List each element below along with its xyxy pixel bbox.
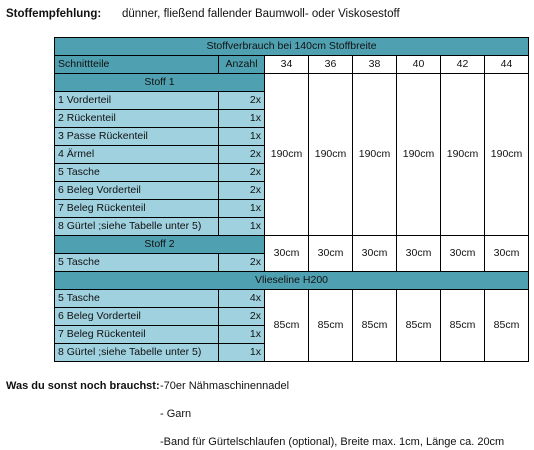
size-header-44: 44 — [485, 56, 529, 74]
piece-name: 3 Passe Rückenteil — [55, 128, 219, 146]
needs-item-band: -Band für Gürtelschlaufen (optional), Breite max. 1cm, Länge ca. 20cm — [160, 436, 505, 448]
piece-count: 1x — [219, 110, 265, 128]
stoff2-value-34: 30cm — [265, 236, 309, 272]
piece-name: 5 Tasche — [55, 290, 219, 308]
fabric-usage-table — [54, 37, 529, 362]
table-title-row — [55, 38, 529, 56]
col-header-pieces: Schnittteile — [55, 56, 219, 74]
table-header-row — [55, 56, 529, 74]
additional-needs-label: Was du sonst noch brauchst: — [6, 380, 160, 392]
size-header-42: 42 — [441, 56, 485, 74]
stoff1-value-40: 190cm — [397, 74, 441, 236]
piece-name: 8 Gürtel ;siehe Tabelle unter 5) — [55, 218, 219, 236]
piece-count: 2x — [219, 164, 265, 182]
stoff2-value-44: 30cm — [485, 236, 529, 272]
size-header-38: 38 — [353, 56, 397, 74]
vlies-value-40: 85cm — [397, 290, 441, 362]
stoff2-value-38: 30cm — [353, 236, 397, 272]
piece-name: 6 Beleg Vorderteil — [55, 182, 219, 200]
piece-count: 1x — [219, 218, 265, 236]
piece-name: 7 Beleg Rückenteil — [55, 200, 219, 218]
piece-count: 1x — [219, 326, 265, 344]
piece-name: 4 Ärmel — [55, 146, 219, 164]
piece-count: 1x — [219, 344, 265, 362]
piece-count: 2x — [219, 308, 265, 326]
vlies-heading-row — [55, 272, 529, 290]
stoff1-heading-row — [55, 74, 529, 92]
size-header-40: 40 — [397, 56, 441, 74]
stoff1-value-34: 190cm — [265, 74, 309, 236]
piece-name: 6 Beleg Vorderteil — [55, 308, 219, 326]
piece-count: 1x — [219, 200, 265, 218]
piece-name: 5 Tasche — [55, 254, 219, 272]
stoff2-value-42: 30cm — [441, 236, 485, 272]
stoff1-value-44: 190cm — [485, 74, 529, 236]
piece-count: 2x — [219, 146, 265, 164]
piece-name: 5 Tasche — [55, 164, 219, 182]
stoff1-value-42: 190cm — [441, 74, 485, 236]
stoff2-value-36: 30cm — [309, 236, 353, 272]
needs-item-needle: -70er Nähmaschinennadel — [160, 380, 290, 392]
piece-name: 1 Vorderteil — [55, 92, 219, 110]
piece-name: 8 Gürtel ;siehe Tabelle unter 5) — [55, 344, 219, 362]
vlies-value-44: 85cm — [485, 290, 529, 362]
vlies-value-36: 85cm — [309, 290, 353, 362]
stoff1-heading: Stoff 1 — [55, 74, 265, 92]
vlies-value-42: 85cm — [441, 290, 485, 362]
vlies-value-34: 85cm — [265, 290, 309, 362]
stoff1-value-38: 190cm — [353, 74, 397, 236]
piece-name: 2 Rückenteil — [55, 110, 219, 128]
size-header-36: 36 — [309, 56, 353, 74]
piece-count: 4x — [219, 290, 265, 308]
piece-count: 2x — [219, 92, 265, 110]
piece-count: 2x — [219, 182, 265, 200]
piece-count: 2x — [219, 254, 265, 272]
needs-item-thread: - Garn — [160, 408, 192, 420]
vlies-heading: Vlieseline H200 — [55, 272, 529, 290]
stoff2-heading-row — [55, 236, 529, 254]
fabric-recommendation-label: Stoffempfehlung: — [6, 8, 102, 20]
piece-name: 7 Beleg Rückenteil — [55, 326, 219, 344]
size-header-34: 34 — [265, 56, 309, 74]
vlies-value-38: 85cm — [353, 290, 397, 362]
fabric-recommendation-value: dünner, fließend fallender Baumwoll- oder Viskosestoff — [122, 8, 400, 20]
piece-count: 1x — [219, 128, 265, 146]
stoff2-heading: Stoff 2 — [55, 236, 265, 254]
table-row — [55, 290, 529, 308]
stoff1-value-36: 190cm — [309, 74, 353, 236]
col-header-count: Anzahl — [219, 56, 265, 74]
stoff2-value-40: 30cm — [397, 236, 441, 272]
table-title: Stoffverbrauch bei 140cm Stoffbreite — [55, 38, 529, 56]
